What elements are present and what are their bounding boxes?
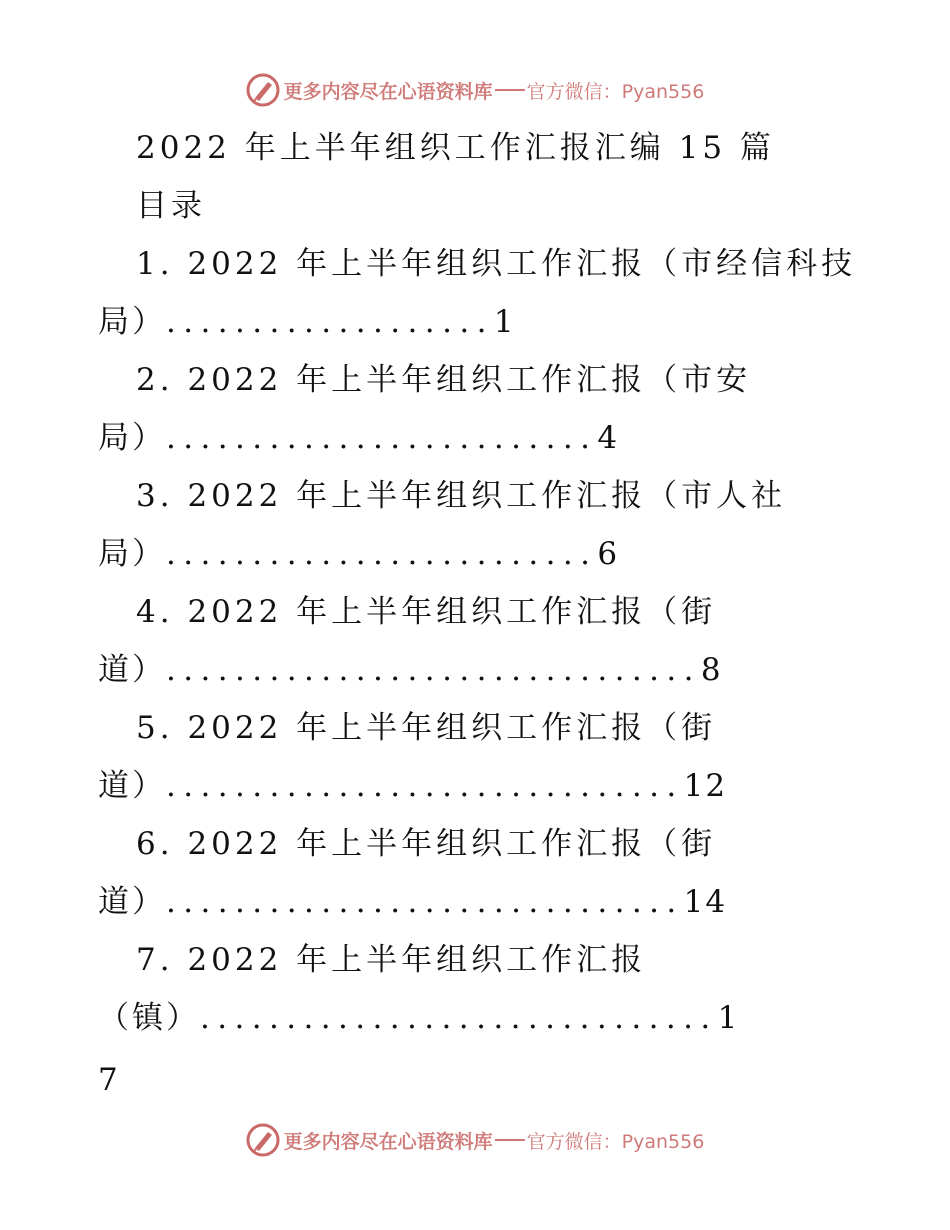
toc-leader-dots: .............................. xyxy=(166,884,684,920)
toc-entry-title[interactable] xyxy=(136,236,856,292)
toc-entry-cont-text: 局） xyxy=(98,420,166,456)
toc-entry-title[interactable] xyxy=(136,468,786,524)
toc-entry-cont-text: 局） xyxy=(98,304,166,340)
toc-entry-number: 7. xyxy=(136,942,174,978)
toc-page-number: 1 xyxy=(493,304,516,340)
toc-entry-title[interactable] xyxy=(136,816,716,872)
toc-entry-text: 2022 年上半年组织工作汇报 xyxy=(187,942,647,978)
header-banner xyxy=(0,70,950,110)
toc-entry-text: 2022 年上半年组织工作汇报（市人社 xyxy=(187,478,787,514)
toc-leader-dots: .............................. xyxy=(200,1000,718,1036)
toc-entry-cont-text: 局） xyxy=(98,536,166,572)
banner-text: 更多内容尽在心语资料库 xyxy=(283,80,493,103)
toc-entry-continuation[interactable] xyxy=(98,526,619,582)
toc-entry-title[interactable] xyxy=(136,352,751,408)
toc-page-number: 12 xyxy=(683,768,728,804)
toc-leader-dots: .............................. xyxy=(166,768,684,804)
toc-entry-continuation[interactable] xyxy=(98,642,723,698)
document-title: 2022 年上半年组织工作汇报汇编 15 篇 xyxy=(136,130,775,166)
toc-page-number: 6 xyxy=(597,536,620,572)
pen-logo-icon xyxy=(246,1123,280,1157)
toc-entry-cont-text: 道） xyxy=(98,884,166,920)
toc-entry-title[interactable] xyxy=(136,584,716,640)
toc-entry-text: 2022 年上半年组织工作汇报（街 xyxy=(187,710,717,746)
toc-entry-cont-text: 道） xyxy=(98,652,166,688)
banner-text: 更多内容尽在心语资料库 xyxy=(283,1130,493,1153)
toc-entry-title[interactable] xyxy=(136,932,646,988)
toc-leader-dots: ......................... xyxy=(166,536,598,572)
toc-entry-number: 3. xyxy=(136,478,174,514)
toc-entry-text: 2022 年上半年组织工作汇报（市安 xyxy=(187,362,752,398)
pen-logo-icon xyxy=(246,73,280,107)
toc-entry-number: 2. xyxy=(136,362,174,398)
toc-page-number: 4 xyxy=(597,420,620,456)
toc-entry-continuation[interactable] xyxy=(98,410,619,466)
toc-entry-continuation[interactable] xyxy=(98,758,727,814)
toc-page-number: 1 xyxy=(717,1000,740,1036)
toc-entry-continuation[interactable] xyxy=(98,990,739,1046)
toc-entry-continuation[interactable] xyxy=(98,294,516,350)
toc-heading: 目录 xyxy=(136,188,206,224)
banner-dash xyxy=(495,1139,525,1141)
toc-entry-text: 2022 年上半年组织工作汇报（街 xyxy=(187,594,717,630)
toc-entry-text: 2022 年上半年组织工作汇报（市经信科技 xyxy=(187,246,857,282)
toc-leader-dots: ............................... xyxy=(166,652,701,688)
banner-official-account: 官方微信：Pyan556 xyxy=(526,1130,705,1153)
toc-page-number: 14 xyxy=(683,884,728,920)
toc-entry-cont-text: 道） xyxy=(98,768,166,804)
toc-entry-continuation[interactable] xyxy=(98,874,727,930)
toc-entry-number: 4. xyxy=(136,594,174,630)
toc-entry-number: 5. xyxy=(136,710,174,746)
toc-page-number: 8 xyxy=(700,652,723,688)
toc-entry-title[interactable] xyxy=(136,700,716,756)
toc-entry-cont-text: （镇） xyxy=(98,1000,200,1036)
toc-leader-dots: ................... xyxy=(166,304,494,340)
footer-banner xyxy=(0,1120,950,1160)
toc-entry-text: 2022 年上半年组织工作汇报（街 xyxy=(187,826,717,862)
toc-page-number-overflow: 7 xyxy=(98,1062,118,1098)
banner-dash xyxy=(495,89,525,91)
toc-entry-number: 1. xyxy=(136,246,174,282)
banner-official-account: 官方微信：Pyan556 xyxy=(526,80,705,103)
toc-entry-number: 6. xyxy=(136,826,174,862)
toc-leader-dots: ......................... xyxy=(166,420,598,456)
